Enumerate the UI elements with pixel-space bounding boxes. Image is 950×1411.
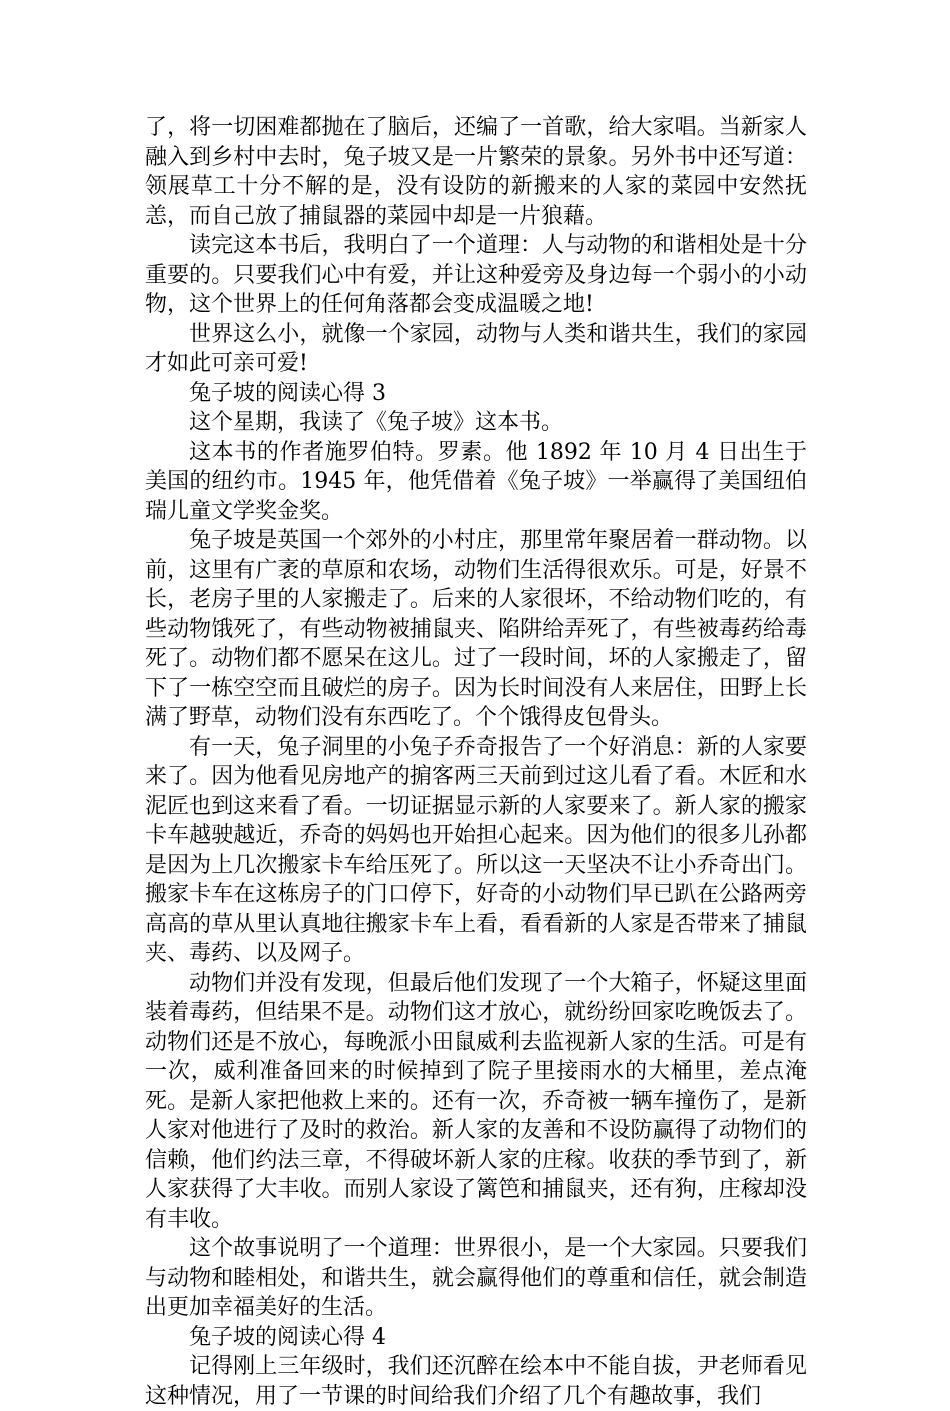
paragraph-village: 兔子坡是英国一个郊外的小村庄，那里常年聚居着一群动物。以前，这里有广袤的草原和农场，动物们生活得很欢乐。可是，好景不长，老房子里的人家搬走了。后来的人家很坏，不给动物们吃的，有些动物饿死了，有些动物被捕鼠夹、陷阱给弄死了，有些被毒药给毒死了。动物们都不愿呆在这儿。过了一段时间，坏的人家搬走了，留下了一栋空空而且破烂的房子。因为长时间没有人来居住，田野上长满了野草，动物们没有东西吃了。个个饿得皮包骨头。: [145, 528, 807, 730]
paragraph-lesson: 这个故事说明了一个道理：世界很小，是一个大家园。只要我们与动物和睦相处，和谐共生，就会赢得他们的尊重和信任，就会制造出更加幸福美好的生活。: [145, 1236, 807, 1320]
paragraph-author: 这本书的作者施罗伯特。罗素。他 1892 年 10 月 4 日出生于美国的纽约市。1945 年，他凭借着《兔子坡》一举赢得了美国纽伯瑞儿童文学奖金奖。: [145, 439, 807, 524]
paragraph-third-grade: 记得刚上三年级时，我们还沉醉在绘本中不能自拔，尹老师看见这种情况，用了一节课的时间给我们介绍了几个有趣故事，我们: [145, 1354, 807, 1409]
paragraph-reflection: 读完这本书后，我明白了一个道理：人与动物的和谐相处是十分重要的。只要我们心中有爱，并让这种爱旁及身边每一个弱小的小动物，这个世界上的任何角落都会变成温暖之地!: [145, 233, 807, 317]
paragraph-intro: 这个星期，我读了《兔子坡》这本书。: [189, 410, 564, 435]
section-heading-3: 兔子坡的阅读心得 3: [189, 380, 386, 406]
paragraph-discovery: 动物们并没有发现，但最后他们发现了一个大箱子，怀疑这里面装着毒药，但结果不是。动物们这才放心，就纷纷回家吃晚饭去了。动物们还是不放心，每晚派小田鼠威利去监视新人家的生活。可是有一次，威利准备回来的时候掉到了院子里接雨水的大桶里，差点淹死。是新人家把他救上来的。还有一次，乔奇被一辆车撞伤了，是新人家对他进行了及时的救治。新人家的友善和不设防赢得了动物们的信赖，他们约法三章，不得破坏新人家的庄稼。收获的季节到了，新人家获得了大丰收。而别人家设了篱笆和捕鼠夹，还有狗，庄稼却没有丰收。: [145, 970, 807, 1232]
document-body: [145, 113, 807, 1411]
paragraph-world-home: 世界这么小，就像一个家园，动物与人类和谐共生，我们的家园才如此可亲可爱!: [145, 321, 807, 376]
section-heading-4: 兔子坡的阅读心得 4: [189, 1324, 386, 1350]
paragraph-news: 有一天，兔子洞里的小兔子乔奇报告了一个好消息：新的人家要来了。因为他看见房地产的掮客两三天前到过这儿看了看。木匠和水泥匠也到这来看了看。一切证据显示新的人家要来了。新人家的搬家卡车越驶越近，乔奇的妈妈也开始担心起来。因为他们的很多儿孙都是因为上几次搬家卡车给压死了。所以这一天坚决不让小乔奇出门。搬家卡车在这栋房子的门口停下，好奇的小动物们早已趴在公路两旁高高的草从里认真地往搬家卡车上看，看看新的人家是否带来了捕鼠夹、毒药、以及网子。: [145, 734, 807, 966]
paragraph-continuation: 了，将一切困难都抛在了脑后，还编了一首歌，给大家唱。当新家人融入到乡村中去时，兔子坡又是一片繁荣的景象。另外书中还写道：领展草工十分不解的是，没有设防的新搬来的人家的菜园中安然抚恙，而自己放了捕鼠器的菜园中却是一片狼藉。: [145, 115, 807, 229]
